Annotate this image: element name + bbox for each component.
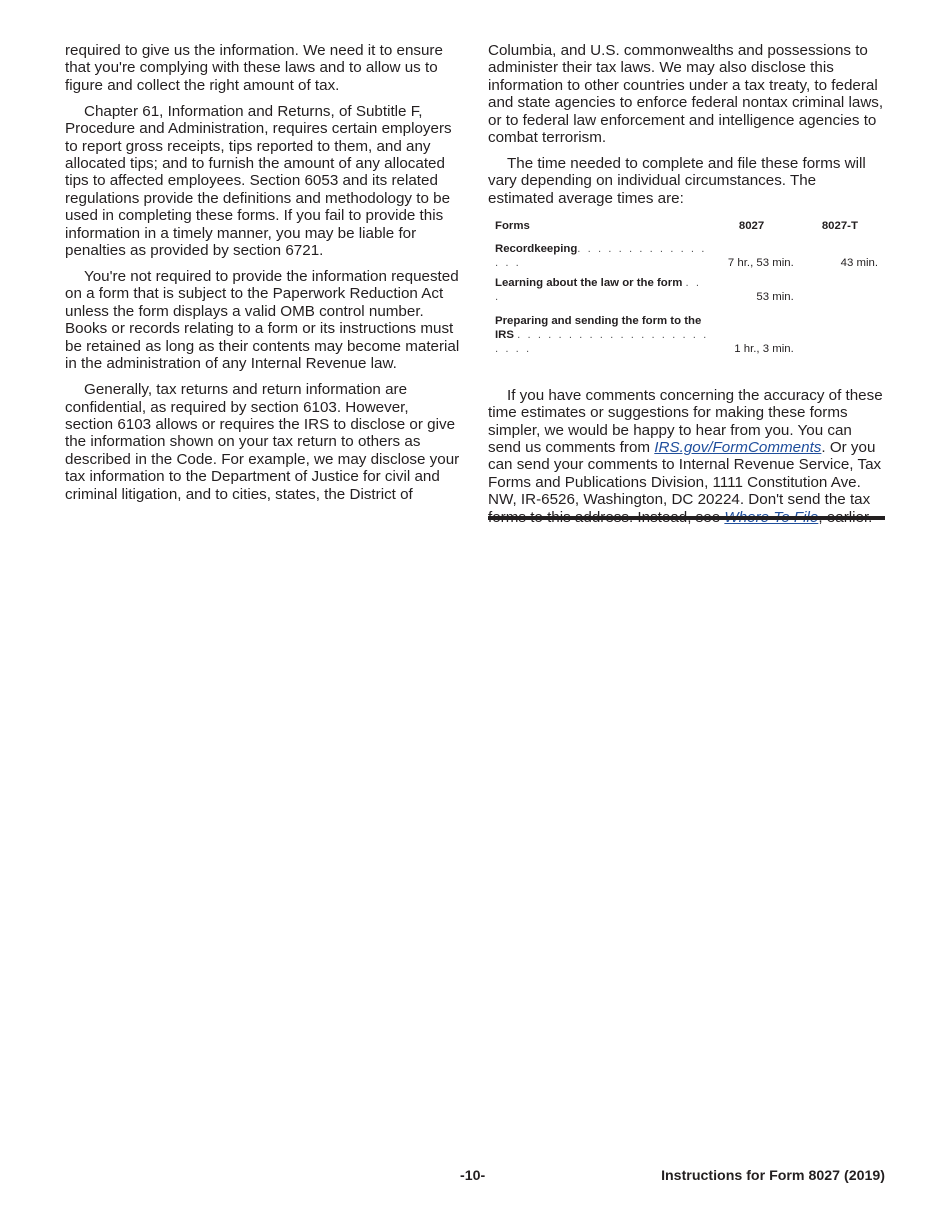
paragraph-confidentiality: Generally, tax returns and return information are confidential, as required by section 6103. However, section 6103 allows or requires the IRS to disclose or give the information shown on your tax return to others as described in the Code. For example, we may disclose your tax information to the Department of Justice for civil and criminal litigation, and to cities, states, the District of (65, 381, 460, 503)
paragraph-comments (488, 387, 886, 526)
value-8027: 7 hr., 53 min. (727, 256, 794, 269)
paragraph-info-required: required to give us the information. We need it to ensure that you're complying with these laws and to allow us to figure and collect the right amount of tax. (65, 42, 443, 94)
comments-text-1: If you have comments concerning the accuracy of these time estimates or suggestions for making these forms simpler, we would be happy to hear from you. You can send us comments from (488, 386, 883, 457)
row-label: Recordkeeping (495, 242, 578, 255)
paragraph-time-estimate: The time needed to complete and file these forms will vary depending on individual circumstances. The estimated average times are: (488, 155, 866, 207)
page-number: -10- (460, 1168, 486, 1184)
table-row (488, 273, 886, 307)
dot-leader: . . . . . . . . . . . . . . . . . . . . . . . (495, 328, 709, 355)
footer-form-title: Instructions for Form 8027 (2019) (661, 1168, 885, 1184)
value-8027: 1 hr., 3 min. (734, 342, 794, 355)
value-8027-t (794, 273, 886, 307)
row-label: Learning about the law or the form (495, 276, 683, 289)
row-label-cell (488, 307, 709, 359)
value-8027-t (794, 307, 886, 359)
header-8027: 8027 (738, 219, 765, 232)
table-row (488, 307, 886, 359)
row-label-line2: IRS (495, 328, 514, 341)
table-header-row (488, 216, 886, 239)
row-label-line1: Preparing and sending the form to the (495, 314, 702, 327)
header-8027-t: 8027-T (821, 219, 858, 232)
row-label-cell (488, 239, 709, 273)
left-column (65, 42, 460, 512)
header-forms: Forms (495, 219, 530, 232)
comments-text-2: . Or you can send your comments to Internal Revenue Service, Tax Forms and Publications Division, 1111 Constitution Ave. NW, IR-6526, Washington, DC 20224. Don't send the tax (488, 439, 882, 509)
time-estimate-table (488, 216, 886, 359)
irs-form-comments-link[interactable]: IRS.gov/FormComments (654, 439, 822, 457)
value-8027-t: 43 min. (840, 256, 878, 269)
section-end-rule (488, 516, 885, 520)
paragraph-chapter-61: Chapter 61, Information and Returns, of Subtitle F, Procedure and Administration, requires certain employers to report gross receipts, tips reported to them, and any allocated tips; and to furnish the amount of any allocated tips to affected employees. Section 6053 and its related regulations provide the definitions and methodology to be used in completing these forms. If you fail to provide this information in a timely manner, you may be liable for penalties as provided by section 6721. (65, 102, 452, 260)
paragraph-paperwork-reduction: You're not required to provide the information requested on a form that is subject to the Paperwork Reduction Act unless the form displays a valid OMB control number. Books or records relating to a form or its instructions must be retained as long as their contents may become material in the administration of any Internal Revenue law. (65, 268, 460, 373)
value-8027: 53 min. (756, 290, 794, 303)
table-row (488, 239, 886, 273)
right-column (488, 42, 886, 535)
paragraph-disclosure-continued: Columbia, and U.S. commonwealths and possessions to administer their tax laws. We may also disclose this information to other countries under a tax treaty, to federal and state agencies to enforce federal nontax criminal laws, or to federal law enforcement and intelligence agencies to combat terrorism. (488, 42, 884, 147)
row-label-cell (488, 273, 709, 307)
dot-leader: . . . (495, 276, 701, 303)
dot-leader: . . . . . . . . . . . . . . . . (495, 242, 707, 269)
